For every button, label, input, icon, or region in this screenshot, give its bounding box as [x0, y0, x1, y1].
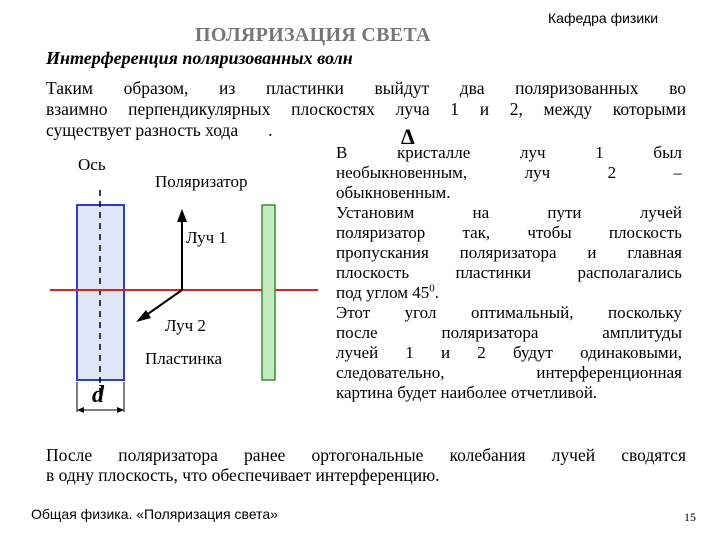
conclusion-line: в одну плоскость, что обеспечивает интерференцию.: [46, 465, 440, 485]
axis-label: Ось: [78, 155, 106, 174]
department-label: Кафедра физики: [548, 10, 659, 26]
ray1-arrowhead: [177, 209, 187, 222]
explanation-line: картина будет наиболее отчетливой.: [336, 383, 598, 402]
intro-line-text: существует разность хода: [46, 120, 239, 140]
explanation-line: плоскость пластинки располагались: [336, 263, 682, 282]
thickness-arrow-right: [117, 407, 124, 413]
explanation-text: [336, 143, 682, 403]
angle-period: .: [434, 283, 440, 302]
ray2-label: Луч 2: [165, 316, 206, 335]
explanation-line: Этот угол оптимальный, поскольку: [336, 303, 682, 322]
intro-dot: .: [268, 120, 273, 140]
intro-line: Таким образом, из пластинки выйдут два поляризованных во: [46, 78, 686, 98]
slide-title: ПОЛЯРИЗАЦИЯ СВЕТА: [195, 24, 431, 46]
footer-course: Общая физика. «Поляризация света»: [31, 506, 278, 522]
polarizer: [262, 205, 275, 380]
conclusion-paragraph: [46, 445, 686, 485]
plate-label: Пластинка: [145, 349, 223, 368]
explanation-line: поляризатор так, чтобы плоскость: [336, 223, 682, 242]
explanation-line: [336, 283, 682, 303]
explanation-line: Установим на пути лучей: [336, 203, 682, 222]
ray2-arrowhead: [136, 310, 151, 322]
degree-superscript: 0: [429, 282, 435, 295]
explanation-line: следовательно, интерференционная: [336, 363, 682, 382]
thickness-arrow-left: [77, 407, 84, 413]
explanation-line: после поляризатора амплитуды: [336, 323, 682, 342]
ray1-label: Луч 1: [186, 228, 227, 247]
path-difference-symbol: Δ: [401, 124, 415, 149]
page-number: 15: [684, 510, 696, 524]
ray2-vector: [145, 290, 182, 316]
thickness-label: d: [92, 382, 104, 408]
explanation-line: лучей 1 и 2 будут одинаковыми,: [336, 343, 682, 362]
slide-subtitle: Интерференция поляризованных волн: [46, 48, 353, 68]
explanation-line: необыкновенным, луч 2 –: [336, 163, 682, 182]
intro-line: взаимно перпендикулярных плоскостях луча 1 и 2, между которыми: [46, 99, 686, 119]
conclusion-line: После поляризатора ранее ортогональные колебания лучей сводятся: [46, 445, 686, 465]
explanation-line: пропускания поляризатора и главная: [336, 243, 682, 262]
angle-text: под углом 45: [336, 283, 430, 302]
explanation-line: обыкновенным.: [336, 183, 451, 202]
explanation-line: В кристалле луч 1 был: [336, 143, 682, 162]
polarizer-label: Поляризатор: [155, 172, 248, 191]
